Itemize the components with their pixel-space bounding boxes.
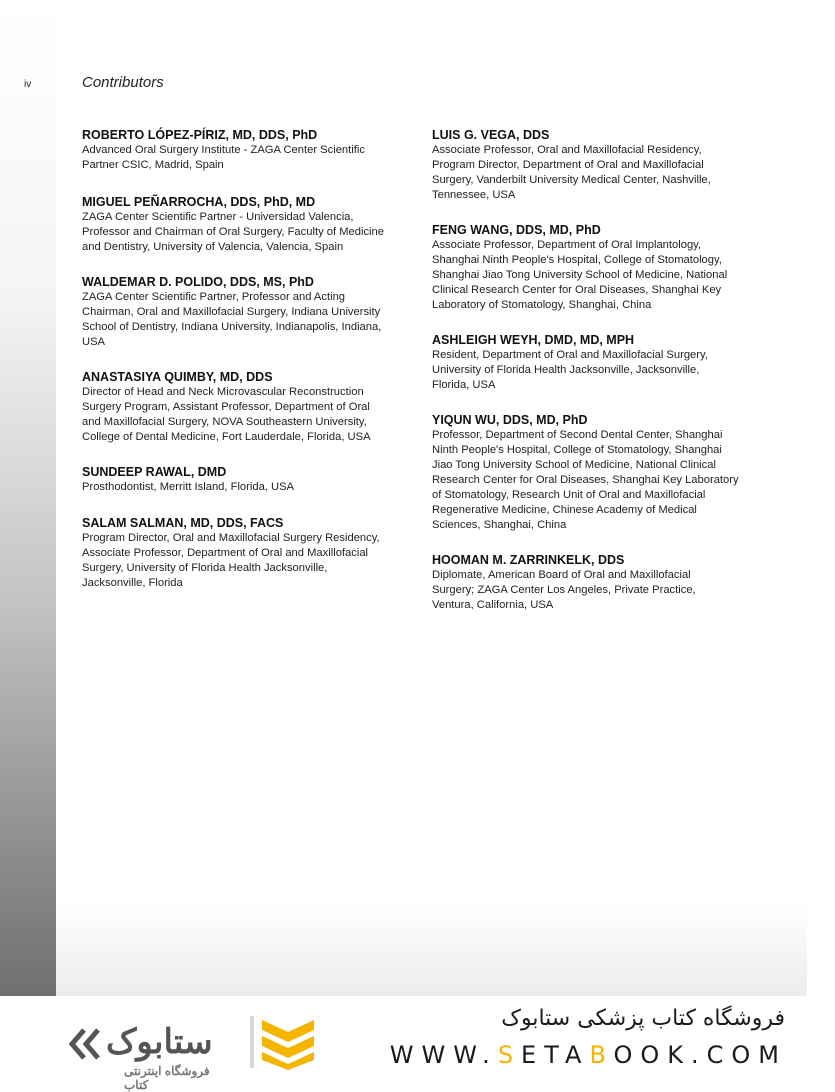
- contributor-affiliation-line: of Stomatology, Research Unit of Oral and Maxillofacial: [432, 489, 706, 501]
- contributor-name: YIQUN WU, DDS, MD, PhD: [432, 413, 588, 427]
- contributor-affiliation-line: Partner CSIC, Madrid, Spain: [82, 159, 224, 171]
- contributor-affiliation-line: Florida, USA: [432, 379, 496, 391]
- url-part: WWW.: [389, 1041, 498, 1069]
- contributor-affiliation-line: Ninth People's Hospital, College of Stomatology, Shanghai: [432, 444, 722, 456]
- contributor-entry: [82, 465, 418, 495]
- contributor-entry: [432, 128, 772, 203]
- store-title: فروشگاه کتاب پزشکی ستابوک: [501, 1006, 785, 1031]
- contributor-entry: [82, 370, 418, 445]
- contributor-affiliation-line: University of Florida Health Jacksonville, Jacksonville,: [432, 364, 700, 376]
- contributor-affiliation-line: Prosthodontist, Merritt Island, Florida, USA: [82, 481, 295, 493]
- contributor-affiliation-line: Research Center for Oral Diseases, Shanghai Key Laboratory: [432, 474, 739, 486]
- book-chevron-icon: [248, 1012, 328, 1072]
- contributor-affiliation-line: Program Director, Department of Oral and Maxillofacial: [432, 159, 704, 171]
- right-margin: [807, 0, 835, 1080]
- contributor-affiliation-line: Associate Professor, Oral and Maxillofacial Residency,: [432, 144, 702, 156]
- contributor-affiliation-line: Surgery, Vanderbilt University Medical Center, Nashville,: [432, 174, 711, 186]
- contributor-affiliation-line: Professor, Department of Second Dental Center, Shanghai: [432, 429, 723, 441]
- url-part-highlight: S: [497, 1041, 522, 1069]
- contributor-affiliation-line: USA: [82, 336, 106, 348]
- contributor-name: ANASTASIYA QUIMBY, MD, DDS: [82, 370, 273, 384]
- contributor-affiliation-line: Jiao Tong University School of Medicine, National Clinical: [432, 459, 716, 471]
- contributor-affiliation-line: ZAGA Center Scientific Partner - Universidad Valencia,: [82, 211, 354, 223]
- url-part: ETA: [521, 1041, 590, 1069]
- contributor-affiliation-line: Regenerative Medicine, Chinese Academy of Medical: [432, 504, 697, 516]
- contributor-entry: [432, 553, 772, 613]
- contributor-name: ROBERTO LÓPEZ-PÍRIZ, MD, DDS, PhD: [82, 128, 318, 142]
- left-gradient-band: [0, 0, 56, 996]
- contributor-affiliation-line: ZAGA Center Scientific Partner, Professor and Acting: [82, 291, 346, 303]
- contributor-name: FENG WANG, DDS, MD, PhD: [432, 223, 601, 237]
- contributor-entry: [82, 195, 418, 255]
- contributor-affiliation-line: Associate Professor, Department of Oral Implantology,: [432, 239, 702, 251]
- contributor-entry: [82, 128, 418, 173]
- setabook-banner: [30, 996, 805, 1092]
- page-number: iv: [24, 79, 32, 90]
- contributor-name: HOOMAN M. ZARRINKELK, DDS: [432, 553, 625, 567]
- contributor-name: MIGUEL PEÑARROCHA, DDS, PhD, MD: [82, 195, 316, 209]
- contributor-name: ASHLEIGH WEYH, DMD, MD, MPH: [432, 333, 635, 347]
- contributor-affiliation-line: Surgery; ZAGA Center Los Angeles, Private Practice,: [432, 584, 696, 596]
- contributor-affiliation-line: School of Dentistry, Indiana University, Indianapolis, Indiana,: [82, 321, 382, 333]
- setabook-logo: [66, 1008, 226, 1092]
- contributor-affiliation-line: Resident, Department of Oral and Maxillofacial Surgery,: [432, 349, 708, 361]
- section-title: Contributors: [82, 74, 164, 91]
- contributor-name: SALAM SALMAN, MD, DDS, FACS: [82, 516, 284, 530]
- contributor-affiliation-line: Advanced Oral Surgery Institute - ZAGA Center Scientific: [82, 144, 365, 156]
- double-chevron-left-icon: [66, 1024, 106, 1064]
- contributor-affiliation-line: Program Director, Oral and Maxillofacial Surgery Residency,: [82, 532, 380, 544]
- store-url[interactable]: [390, 1041, 787, 1069]
- contributor-affiliation-line: College of Dental Medicine, Fort Lauderdale, Florida, USA: [82, 431, 371, 443]
- contributor-affiliation-line: Clinical Research Center for Oral Diseases, Shanghai Key: [432, 284, 722, 296]
- contributor-entry: [432, 413, 772, 533]
- contributor-affiliation-line: and Dentistry, University of Valencia, Valencia, Spain: [82, 241, 344, 253]
- contributor-affiliation-line: Surgery Program, Assistant Professor, Department of Oral: [82, 401, 370, 413]
- contributor-affiliation-line: Director of Head and Neck Microvascular Reconstruction: [82, 386, 364, 398]
- contributor-affiliation-line: Associate Professor, Department of Oral and Maxillofacial: [82, 547, 369, 559]
- url-part: OOK.COM: [613, 1041, 787, 1069]
- logo-subtext: فروشگاه اینترنتی کتاب: [124, 1064, 210, 1092]
- contributor-name: LUIS G. VEGA, DDS: [432, 128, 550, 142]
- contributor-affiliation-line: and Maxillofacial Surgery, NOVA Southeastern University,: [82, 416, 367, 428]
- contributors-right-column: [432, 128, 772, 613]
- contributor-affiliation-line: Surgery, University of Florida Health Jacksonville,: [82, 562, 328, 574]
- contributor-affiliation-line: Chairman, Oral and Maxillofacial Surgery, Indiana University: [82, 306, 381, 318]
- contributor-affiliation-line: Ventura, California, USA: [432, 599, 554, 611]
- contributor-affiliation-line: Tennessee, USA: [432, 189, 516, 201]
- bottom-fade: [56, 900, 835, 996]
- contributor-affiliation-line: Sciences, Shanghai, China: [432, 519, 567, 531]
- contributor-affiliation-line: Jacksonville, Florida: [82, 577, 183, 589]
- contributor-name: WALDEMAR D. POLIDO, DDS, MS, PhD: [82, 275, 314, 289]
- contributors-left-column: [82, 128, 418, 591]
- contributor-entry: [432, 333, 772, 393]
- contributor-affiliation-line: Diplomate, American Board of Oral and Maxillofacial: [432, 569, 691, 581]
- contributor-entry: [432, 223, 772, 313]
- contributor-entry: [82, 275, 418, 350]
- logo-wordmark: ستابوک: [106, 1023, 213, 1061]
- contributor-name: SUNDEEP RAWAL, DMD: [82, 465, 227, 479]
- contributor-entry: [82, 516, 418, 591]
- contributor-affiliation-line: Shanghai Jiao Tong University School of Medicine, National: [432, 269, 728, 281]
- contributor-affiliation-line: Professor and Chairman of Oral Surgery, Faculty of Medicine: [82, 226, 384, 238]
- url-part-highlight: B: [589, 1041, 614, 1069]
- contributor-affiliation-line: Shanghai Ninth People's Hospital, College of Stomatology,: [432, 254, 722, 266]
- contributor-affiliation-line: Laboratory of Stomatology, Shanghai, China: [432, 299, 652, 311]
